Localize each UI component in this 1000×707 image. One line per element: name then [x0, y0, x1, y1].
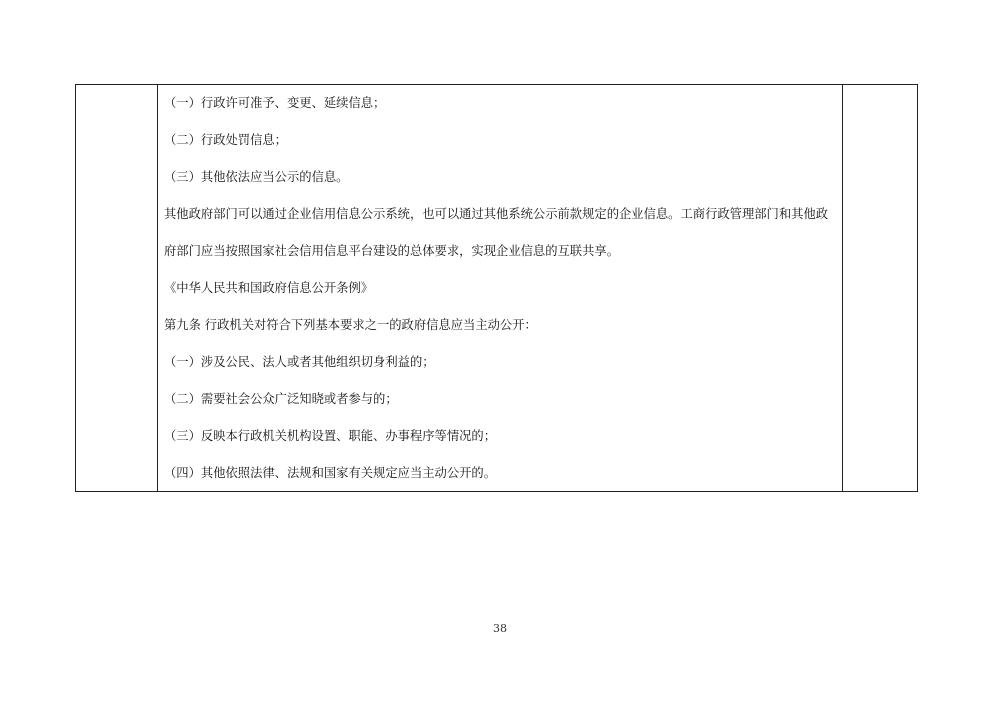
text-line: 府部门应当按照国家社会信用信息平台建设的总体要求，实现企业信息的互联共享。 [164, 244, 619, 258]
text-line: （四）其他依照法律、法规和国家有关规定应当主动公开的。 [164, 466, 497, 480]
table-right-column [842, 85, 917, 491]
text-line: （三）反映本行政机关机构设置、职能、办事程序等情况的； [164, 429, 497, 443]
text-line: （一）行政许可准予、变更、延续信息； [164, 96, 386, 110]
text-line: 《中华人民共和国政府信息公开条例》 [164, 281, 374, 295]
document-table [75, 84, 918, 492]
text-line: （一）涉及公民、法人或者其他组织切身利益的； [164, 355, 435, 369]
text-line: （二）需要社会公众广泛知晓或者参与的； [164, 392, 398, 406]
table-left-column [76, 85, 158, 491]
table-content-cell [158, 85, 842, 491]
page-number: 38 [493, 622, 507, 635]
text-line: 第九条 行政机关对符合下列基本要求之一的政府信息应当主动公开： [164, 318, 537, 332]
text-line: 其他政府部门可以通过企业信用信息公示系统，也可以通过其他系统公示前款规定的企业信息。工商行政管理部门和其他政 [164, 207, 829, 221]
text-line: （三）其他依法应当公示的信息。 [164, 170, 349, 184]
text-line: （二）行政处罚信息； [164, 133, 287, 147]
